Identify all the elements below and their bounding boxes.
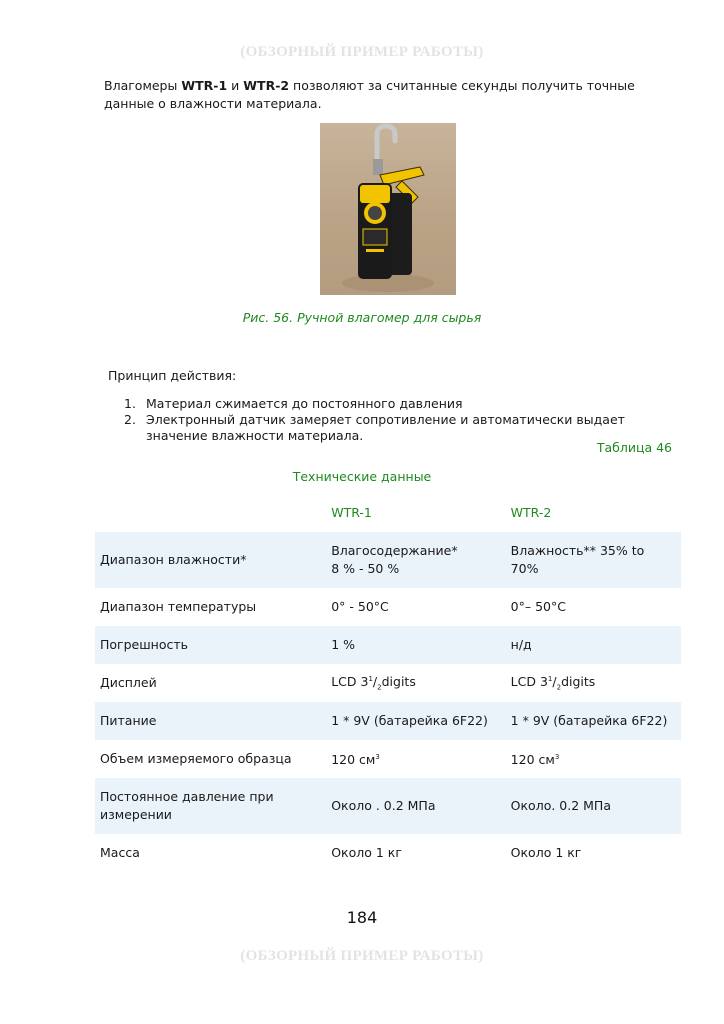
step-text: Электронный датчик замеряет сопротивление и автоматически выдает значение влажности материала. <box>146 412 625 443</box>
wtr1-cell: Около 1 кг <box>331 845 402 860</box>
wtr1-cell: 1 % <box>331 637 356 652</box>
principle-title: Принцип действия: <box>108 368 237 383</box>
table-row <box>95 778 681 834</box>
fraction-numerator: 1 <box>368 674 373 683</box>
intro-and: и <box>227 78 244 93</box>
param-cell: Объем измеряемого образца <box>100 751 292 766</box>
value-text: 120 см <box>331 752 376 768</box>
param-cell: Погрешность <box>100 637 189 652</box>
wtr1-cell: Около . 0.2 МПа <box>331 798 436 813</box>
wtr1-cell <box>326 740 505 778</box>
table-header-row <box>95 494 681 532</box>
wtr2-line: Влажность** 35% to <box>510 543 645 558</box>
table-title: Технические данные <box>292 469 432 484</box>
header-wtr1: WTR-1 <box>331 505 372 520</box>
wtr2-cell: Около 1 кг <box>510 845 582 860</box>
header-wtr2: WTR-2 <box>510 505 552 520</box>
table-row <box>95 588 681 626</box>
value-text: 120 см <box>510 752 555 768</box>
wtr1-line: Влагосодержание* <box>331 543 458 558</box>
table-row <box>95 532 681 588</box>
tech-specs-table <box>95 494 681 872</box>
watermark-top: (ОБЗОРНЫЙ ПРИМЕР РАБОТЫ) <box>240 44 484 60</box>
intro-suffix: позволяют за считанные секунды получить точные данные о влажности материала. <box>104 78 635 111</box>
fraction-numerator: 1 <box>547 674 553 683</box>
param-cell: Диапазон влажности* <box>100 552 247 567</box>
figure-caption: Рис. 56. Ручной влагомер для сырья <box>242 310 482 325</box>
model-wtr1: WTR-1 <box>181 78 228 93</box>
watermark-bottom: (ОБЗОРНЫЙ ПРИМЕР РАБОТЫ) <box>240 948 484 964</box>
model-wtr2: WTR-2 <box>243 78 290 93</box>
step-text: Материал сжимается до постоянного давления <box>146 396 463 411</box>
wtr1-cell: LCD $3^1/_2digits$ <box>331 673 416 692</box>
param-line: измерении <box>100 807 172 822</box>
page-number: 184 <box>346 908 378 927</box>
wtr2-cell: 0°– 50°C <box>510 599 566 614</box>
param-cell <box>95 778 326 834</box>
wtr2-cell: 1 * 9V (батарейка 6F22) <box>510 713 668 728</box>
param-cell: Дисплей <box>100 675 157 690</box>
intro-prefix: Влагомеры <box>104 78 182 93</box>
header-param <box>95 494 326 532</box>
wtr2-cell: Около. 0.2 МПа <box>510 798 611 813</box>
wtr1-cell: 0° - 50°C <box>331 599 389 614</box>
wtr1-cell <box>326 532 505 588</box>
value-text: LCD 3 <box>510 673 548 689</box>
table-number: Таблица 46 <box>596 440 672 455</box>
param-line: Постоянное давление при <box>100 789 274 804</box>
wtr2-cell: н/д <box>510 637 532 652</box>
table-row <box>95 702 681 740</box>
fraction-denominator: 2 <box>556 683 562 692</box>
wtr1-line: 8 % - 50 % <box>331 561 400 576</box>
wtr2-cell: LCD $3^1/_2digits$ <box>510 673 596 692</box>
value-text: digits <box>381 673 416 689</box>
wtr2-cell <box>506 740 681 778</box>
fraction-denominator: 2 <box>377 683 382 692</box>
value-text: LCD 3 <box>331 673 369 689</box>
value-text: digits <box>561 673 596 689</box>
wtr1-cell: 1 * 9V (батарейка 6F22) <box>331 713 488 728</box>
unit-superscript: 3 <box>554 753 560 762</box>
param-cell: Питание <box>100 713 157 728</box>
principle-steps <box>124 396 684 444</box>
unit-superscript: 3 <box>375 753 380 762</box>
param-cell: Диапазон температуры <box>100 599 257 614</box>
table-row <box>95 626 681 664</box>
intro-paragraph <box>104 77 684 113</box>
step-number: 2. <box>124 412 136 427</box>
wtr2-line: 70% <box>510 561 539 576</box>
table-row <box>95 740 681 778</box>
wtr2-cell <box>506 532 681 588</box>
step-item <box>124 396 684 412</box>
table-row <box>95 664 681 702</box>
moisture-meter-photo <box>320 123 456 295</box>
param-cell: Масса <box>100 845 140 860</box>
step-number: 1. <box>124 396 136 411</box>
moisture-meter-illustration <box>320 123 456 295</box>
table-row <box>95 834 681 872</box>
